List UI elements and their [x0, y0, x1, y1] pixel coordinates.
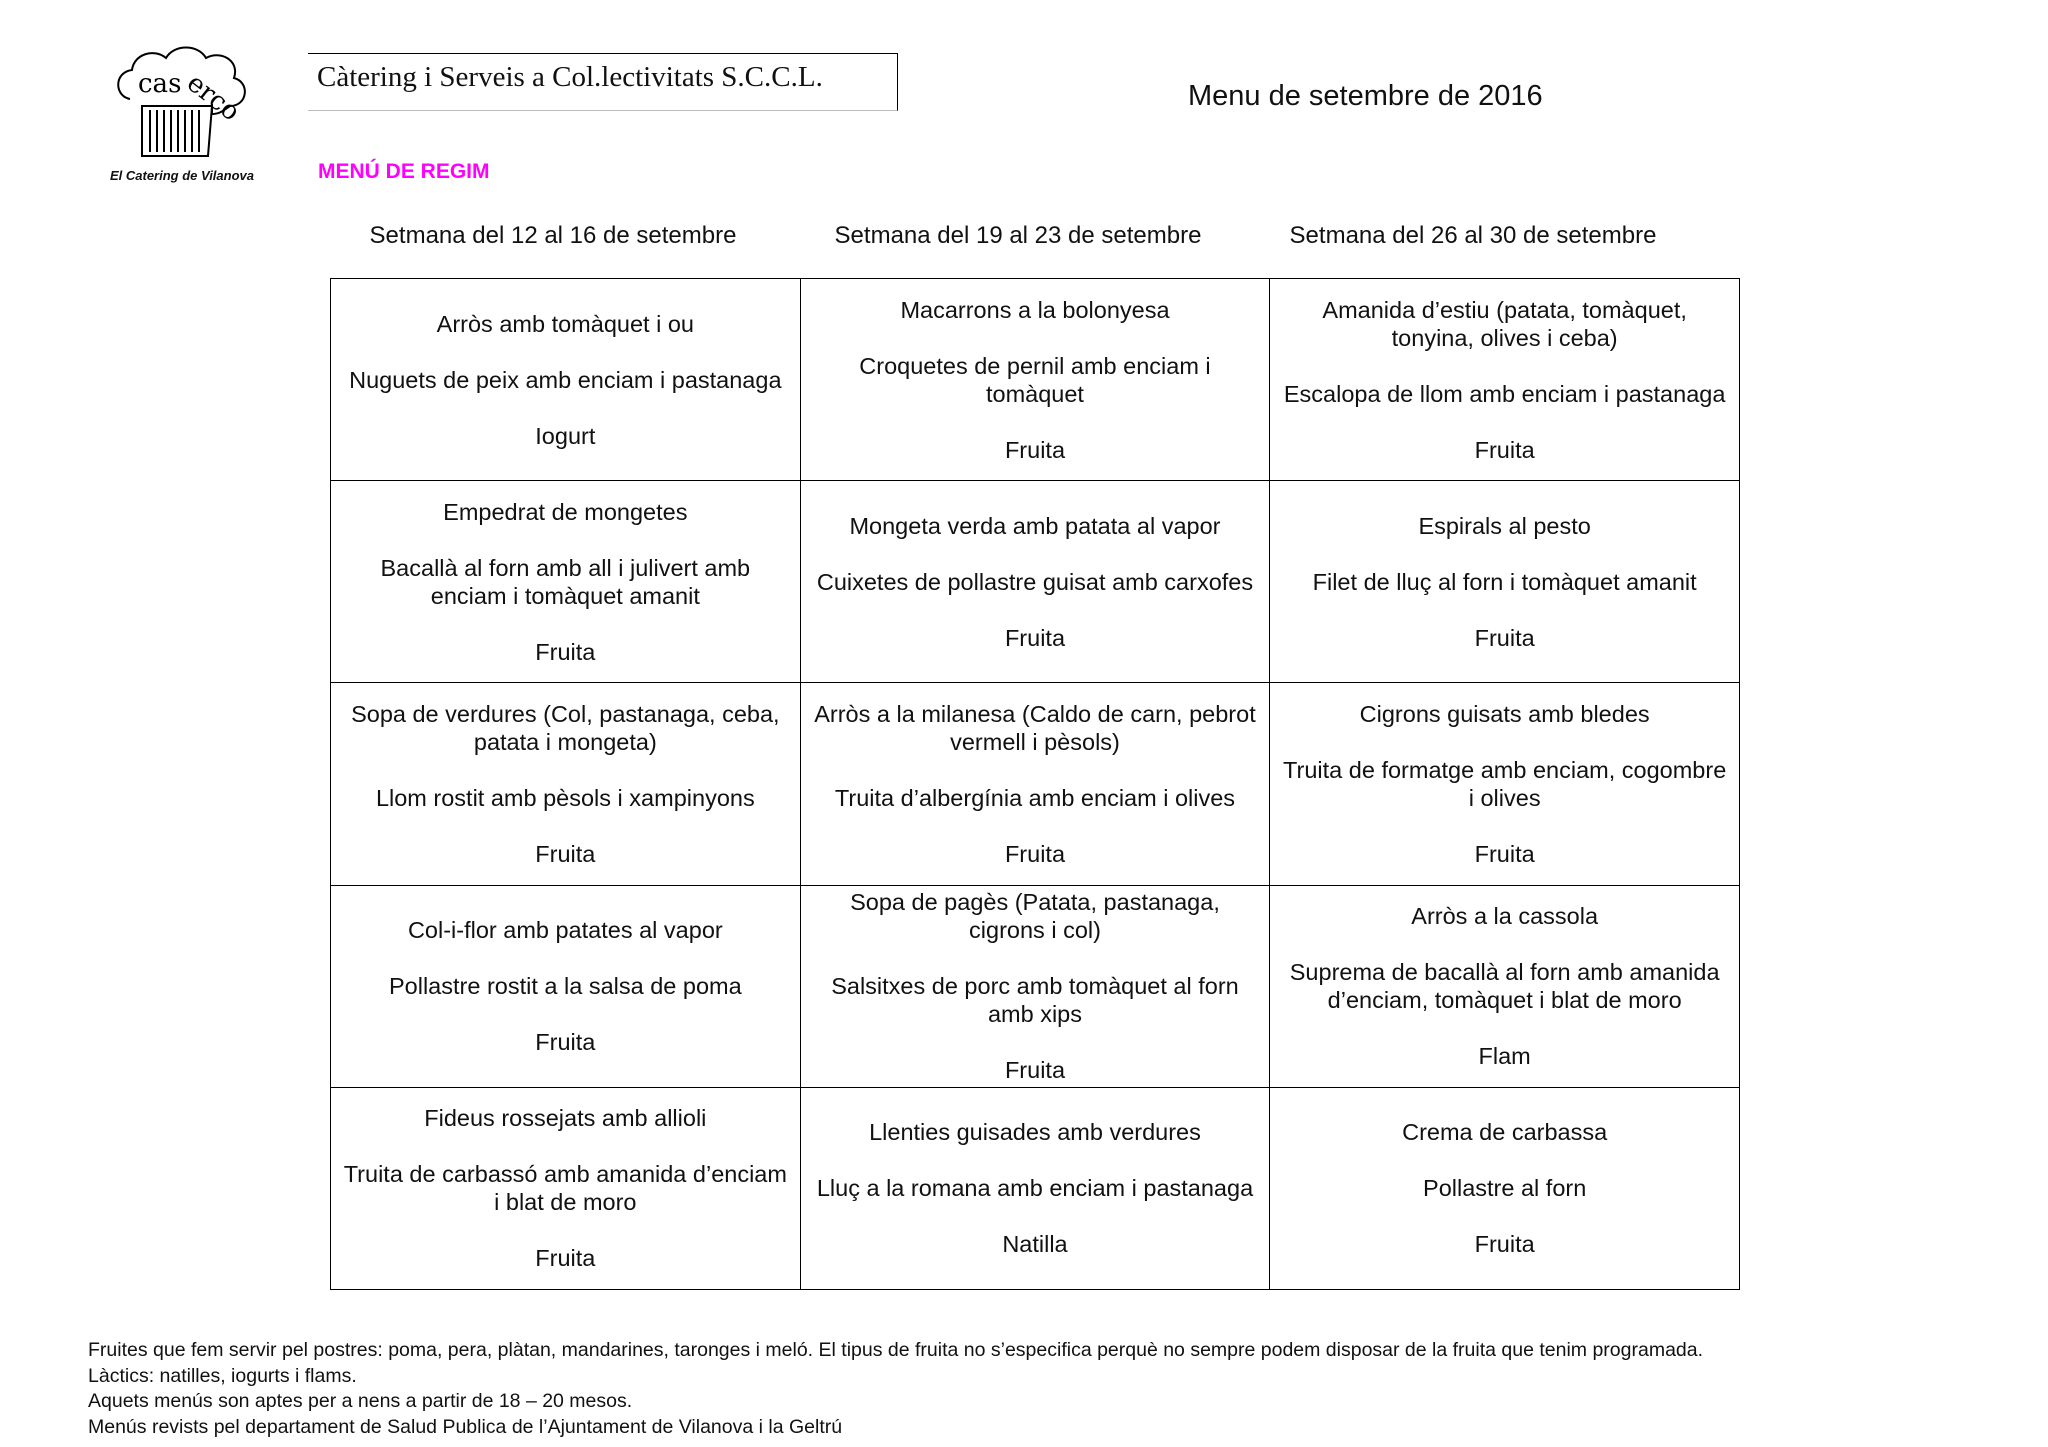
menu-cell: [1270, 279, 1740, 481]
menu-row: [331, 481, 1740, 683]
dessert: Natilla: [1002, 1231, 1068, 1258]
dessert: Iogurt: [535, 422, 596, 449]
first-course: Empedrat de mongetes: [443, 498, 688, 525]
menu-cell: [1270, 481, 1740, 683]
dessert: Fruita: [1474, 1231, 1535, 1258]
dessert: Fruita: [1474, 840, 1535, 867]
first-course: Mongeta verda amb patata al vapor: [849, 512, 1221, 539]
logo-caption: El Catering de Vilanova: [109, 168, 254, 183]
diet-menu-label: MENÚ DE REGIM: [318, 160, 490, 183]
dessert: Fruita: [1004, 840, 1066, 867]
first-course: Sopa de pagès (Patata, pastanaga, cigrons i col): [850, 889, 1220, 944]
menu-row: [331, 885, 1740, 1087]
dessert: Flam: [1478, 1043, 1531, 1070]
second-course: Llom rostit amb pèsols i xampinyons: [375, 784, 755, 811]
week-header-3: Setmana del 26 al 30 de setembre: [1289, 222, 1657, 249]
dessert: Fruita: [1004, 624, 1066, 651]
second-course: Truita d’albergínia amb enciam i olives: [834, 784, 1236, 811]
menu-row: [331, 1087, 1740, 1289]
first-course: Espirals al pesto: [1418, 512, 1591, 539]
first-course: Arròs a la cassola: [1411, 903, 1599, 930]
second-course: Filet de lluç al forn i tomàquet amanit: [1312, 568, 1697, 595]
menu-row: [331, 279, 1740, 481]
second-course: Cuixetes de pollastre guisat amb carxofes: [816, 568, 1254, 595]
footer-review-note: Menús revists pel departament de Salud Publica de l’Ajuntament de Vilanova i la Geltrú: [88, 1415, 843, 1438]
second-course: Salsitxes de porc amb tomàquet al forn amb xips: [831, 973, 1239, 1028]
second-course: Nuguets de peix amb enciam i pastanaga: [349, 366, 782, 393]
first-course: Fideus rossejats amb allioli: [424, 1105, 707, 1132]
second-course: Bacallà al forn amb all i julivert amb enciam i tomàquet amanit: [380, 554, 751, 609]
footer-notes: [88, 1338, 1703, 1440]
menu-cell: [331, 1087, 801, 1289]
footer-dairy-note: Làctics: natilles, iogurts i flams.: [88, 1364, 357, 1387]
second-course: Escalopa de llom amb enciam i pastanaga: [1283, 380, 1726, 407]
menu-cell: [331, 481, 801, 683]
dessert: Fruita: [1474, 624, 1535, 651]
menu-cell: [331, 683, 801, 885]
first-course: Sopa de verdures (Col, pastanaga, ceba, patata i mongeta): [351, 700, 780, 755]
first-course: Arròs amb tomàquet i ou: [436, 310, 694, 337]
menu-table: [330, 278, 1740, 1290]
second-course: Suprema de bacallà al forn amb amanida d’enciam, tomàquet i blat de moro: [1289, 959, 1720, 1014]
second-course: Pollastre rostit a la salsa de poma: [388, 973, 742, 1000]
svg-text:erco: erco: [181, 67, 246, 128]
footer-fruits-note: Fruites que fem servir pel postres: poma, pera, plàtan, mandarines, taronges i meló. El tipus de fruita no s’especifica perquè no sempre podem disposar de la fruita que tenim programada.: [88, 1339, 1704, 1361]
second-course: Lluç a la romana amb enciam i pastanaga: [816, 1175, 1254, 1202]
menu-row: [331, 683, 1740, 885]
dessert: Fruita: [535, 840, 596, 867]
menu-cell: [1270, 683, 1740, 885]
first-course: Cigrons guisats amb bledes: [1359, 700, 1650, 727]
menu-cell: [800, 481, 1270, 683]
second-course: Truita de formatge amb enciam, cogombre i olives: [1283, 756, 1727, 811]
dessert: Fruita: [535, 1245, 596, 1272]
menu-cell: [331, 279, 801, 481]
menu-cell: [800, 1087, 1270, 1289]
first-course: Arròs a la milanesa (Caldo de carn, pebrot vermell i pèsols): [814, 700, 1256, 755]
second-course: Croquetes de pernil amb enciam i tomàquet: [859, 352, 1211, 407]
second-course: Pollastre al forn: [1423, 1175, 1587, 1202]
menu-cell: [800, 279, 1270, 481]
week-header-2: Setmana del 19 al 23 de setembre: [834, 222, 1202, 249]
dessert: Fruita: [1004, 436, 1066, 463]
chef-hat-logo-icon: [112, 44, 252, 166]
dessert: Fruita: [535, 638, 596, 665]
first-course: Macarrons a la bolonyesa: [900, 296, 1170, 323]
menu-cell: [800, 683, 1270, 885]
menu-cell: [800, 885, 1270, 1087]
dessert: Fruita: [1474, 436, 1535, 463]
first-course: Llenties guisades amb verdures: [869, 1119, 1201, 1146]
menu-cell: [331, 885, 801, 1087]
first-course: Col-i-flor amb patates al vapor: [407, 917, 723, 944]
menu-cell: [1270, 1087, 1740, 1289]
footer-age-note: Aquets menús son aptes per a nens a partir de 18 – 20 mesos.: [88, 1390, 633, 1412]
second-course: Truita de carbassó amb amanida d’enciam i blat de moro: [343, 1161, 787, 1216]
company-logo: [112, 44, 252, 166]
svg-text:cas: cas: [138, 69, 182, 99]
first-course: Crema de carbassa: [1402, 1119, 1608, 1146]
dessert: Fruita: [1004, 1057, 1066, 1084]
dessert: Fruita: [535, 1029, 596, 1056]
week-header-1: Setmana del 12 al 16 de setembre: [369, 222, 737, 249]
first-course: Amanida d’estiu (patata, tomàquet, tonyina, olives i ceba): [1322, 296, 1687, 351]
company-name: Càtering i Serveis a Col.lectivitats S.C.C.L.: [317, 61, 823, 93]
menu-cell: [1270, 885, 1740, 1087]
page-title: Menu de setembre de 2016: [1188, 80, 1543, 112]
